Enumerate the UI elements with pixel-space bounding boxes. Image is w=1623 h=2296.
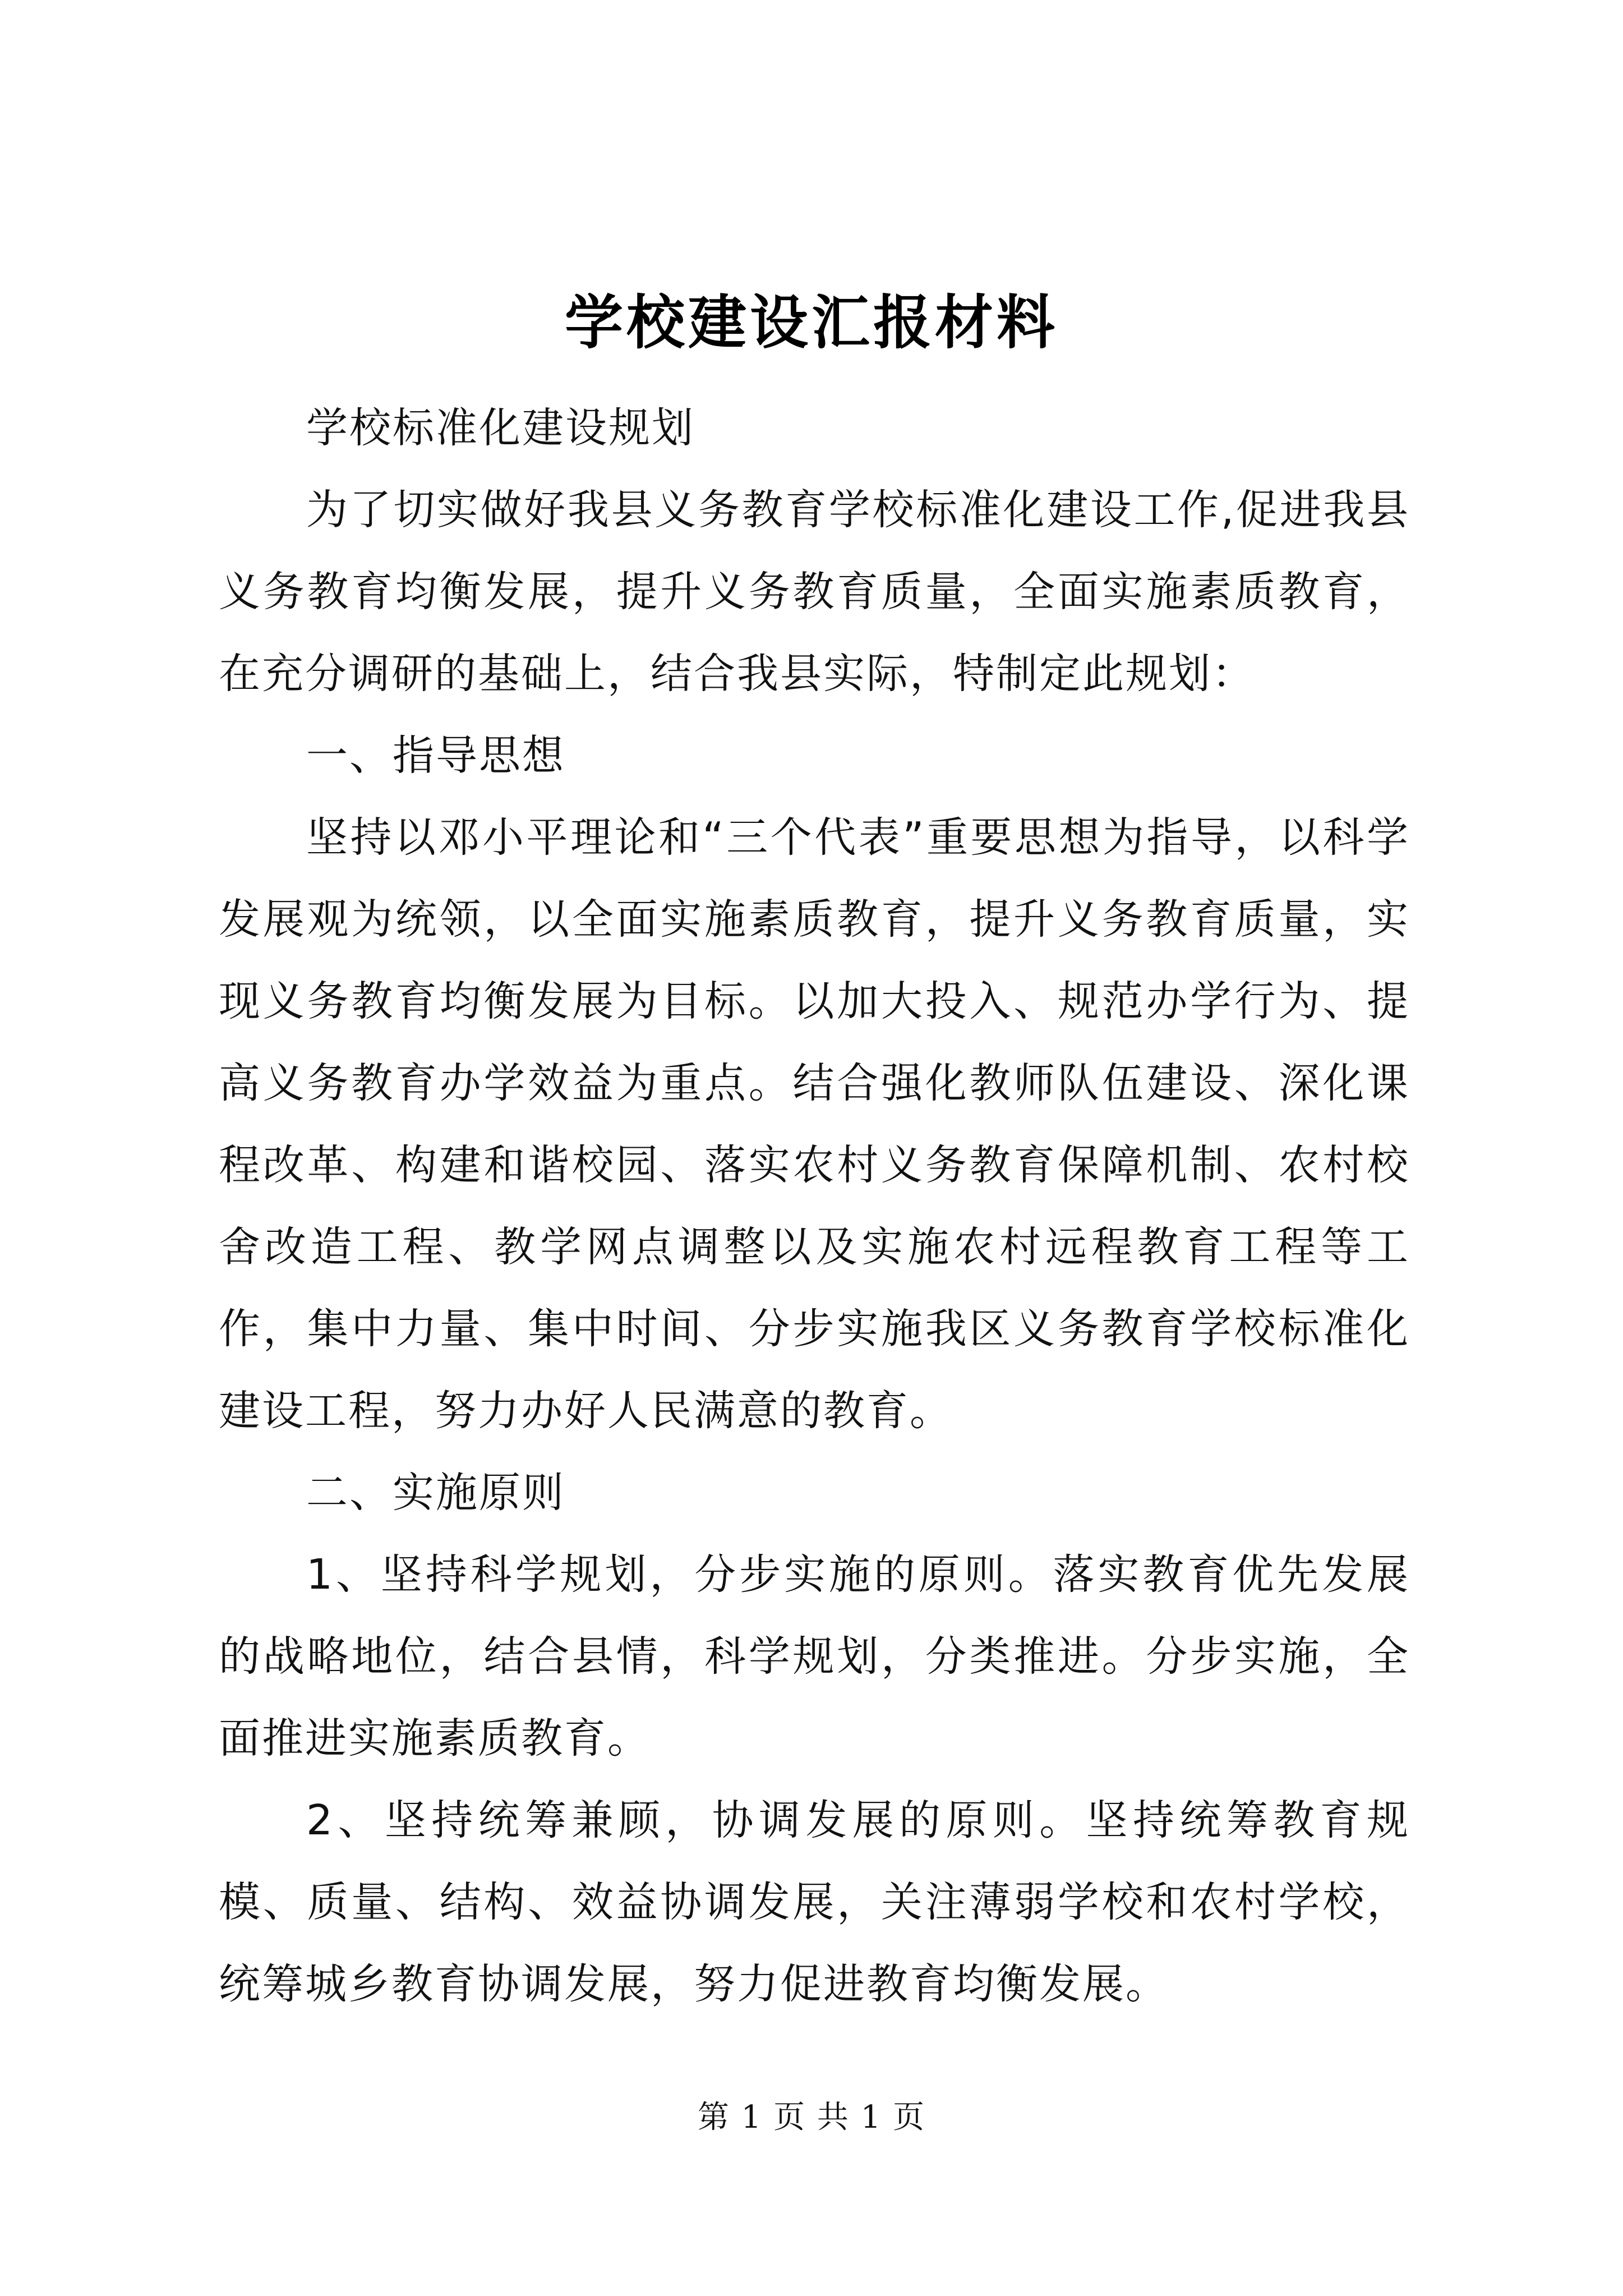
paragraph-principle-2: 2、坚持统筹兼顾，协调发展的原则。坚持统筹教育规模、质量、结构、效益协调发展，关注薄弱学校和农村学校，统筹城乡教育协调发展，努力促进教育均衡发展。 — [219, 1796, 1410, 2008]
paragraph-subtitle: 学校标准化建设规划 — [306, 404, 695, 452]
document-title: 学校建设汇报材料 — [564, 288, 1058, 357]
paragraph-intro: 为了切实做好我县义务教育学校标准化建设工作,促进我县义务教育均衡发展，提升义务教育质量，全面实施素质教育，在充分调研的基础上，结合我县实际，特制定此规划： — [219, 486, 1410, 698]
document-body — [219, 387, 1410, 2025]
page-footer: 第 1 页 共 1 页 — [697, 2099, 926, 2136]
paragraph-principle-1: 1、坚持科学规划，分步实施的原则。落实教育优先发展的战略地位，结合县情，科学规划，分类推进。分步实施，全面推进实施素质教育。 — [219, 1550, 1410, 1763]
section-heading-principles: 二、实施原则 — [306, 1469, 565, 1517]
section-heading-guiding-thought: 一、指导思想 — [306, 731, 565, 780]
paragraph-guiding-thought: 坚持以邓小平理论和“三个代表”重要思想为指导，以科学发展观为统领，以全面实施素质教育，提升义务教育质量，实现义务教育均衡发展为目标。以加大投入、规范办学行为、提高义务教育办学效益为重点。结合强化教师队伍建设、深化课程改革、构建和谐校园、落实农村义务教育保障机制、农村校舍改造工程、教学网点调整以及实施农村远程教育工程等工作，集中力量、集中时间、分步实施我区义务教育学校标准化建设工程，努力办好人民满意的教育。 — [219, 813, 1410, 1435]
